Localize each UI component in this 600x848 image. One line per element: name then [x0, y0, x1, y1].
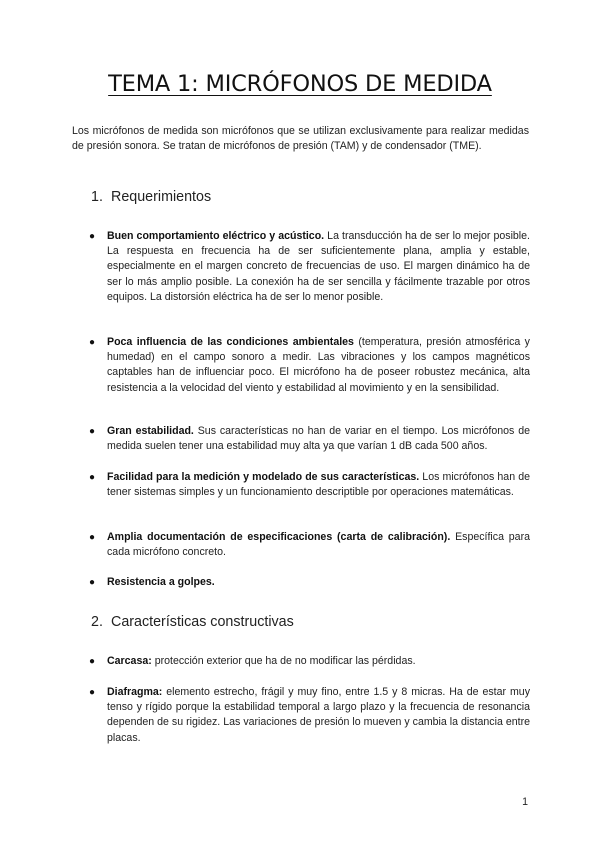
list-item — [90, 530, 530, 560]
list-item — [90, 470, 530, 500]
item-description: Los micrófonos han de tener sistemas simples y un funcionamiento descriptible por operaciones matemáticas. — [107, 471, 530, 499]
section-number: 1. — [91, 189, 103, 205]
item-term: Gran estabilidad. — [107, 425, 194, 437]
item-term: Resistencia a golpes. — [107, 576, 215, 588]
item-description: protección exterior que ha de no modificar las pérdidas. — [151, 655, 416, 667]
item-term: Poca influencia de las condiciones ambientales — [107, 336, 354, 348]
item-term: Carcasa: — [107, 655, 152, 667]
item-term: Facilidad para la medición y modelado de sus características. — [107, 471, 420, 483]
item-term: Amplia documentación de especificaciones (carta de calibración). — [107, 531, 451, 543]
section-heading-requerimientos — [91, 189, 211, 205]
page-number: 1 — [522, 796, 528, 808]
page-title: TEMA 1: MICRÓFONOS DE MEDIDA — [108, 71, 492, 97]
item-description: Sus características no han de variar en el tiempo. Los micrófonos de medida suelen tener una estabilidad muy alta ya que varían 1 dB cada 500 años. — [107, 425, 530, 453]
section-title: Características constructivas — [111, 614, 294, 630]
bullet-icon: ● — [89, 577, 96, 588]
item-description: (temperatura, presión atmosférica y humedad) en el campo sonoro a medir. Las vibraciones y los campos magnéticos captables han de influenciar poco. El micrófono ha de poseer robustez mecánica, alta resistencia a la velocidad del viento y estabilidad al movimiento y en la sensibilidad. — [107, 336, 530, 394]
list-item — [90, 424, 530, 454]
list-item — [90, 654, 530, 669]
list-item — [90, 685, 530, 746]
bullet-icon: ● — [89, 656, 96, 667]
item-description: Específica para cada micrófono concreto. — [107, 531, 530, 559]
item-term: Diafragma: — [107, 686, 163, 698]
section-title: Requerimientos — [111, 189, 212, 205]
section-heading-caracteristicas — [91, 614, 294, 630]
bullet-icon: ● — [89, 337, 96, 348]
bullet-icon: ● — [89, 472, 96, 483]
intro-paragraph: Los micrófonos de medida son micrófonos que se utilizan exclusivamente para realizar medidas de presión sonora. Se tratan de micrófonos de presión (TAM) y de condensador (TME). — [72, 125, 529, 152]
bullet-icon: ● — [89, 231, 96, 242]
item-term: Buen comportamiento eléctrico y acústico. — [107, 230, 325, 242]
list-item — [90, 335, 530, 396]
item-description: elemento estrecho, frágil y muy fino, entre 1.5 y 8 micras. Ha de estar muy tenso y rígido porque la estabilidad temporal a largo plazo y la frecuencia de resonancia dependen de su rigidez. Las variaciones de presión lo mueven y cambia la distancia entre placas. — [107, 686, 530, 744]
item-description: La transducción ha de ser lo mejor posible. La respuesta en frecuencia ha de ser suficientemente plana, amplia y estable, especialmente en el margen concreto de frecuencias de uso. El margen dinámico ha de ser lo más amplio posible. La conexión ha de ser sencilla y fácilmente trazable por otros equipos. La distorsión eléctrica ha de ser lo menor posible. — [107, 230, 531, 303]
bullet-icon: ● — [89, 426, 96, 437]
bullet-icon: ● — [89, 687, 96, 698]
section-number: 2. — [91, 614, 103, 630]
list-item — [90, 575, 530, 590]
list-item — [90, 229, 530, 305]
bullet-icon: ● — [89, 532, 96, 543]
